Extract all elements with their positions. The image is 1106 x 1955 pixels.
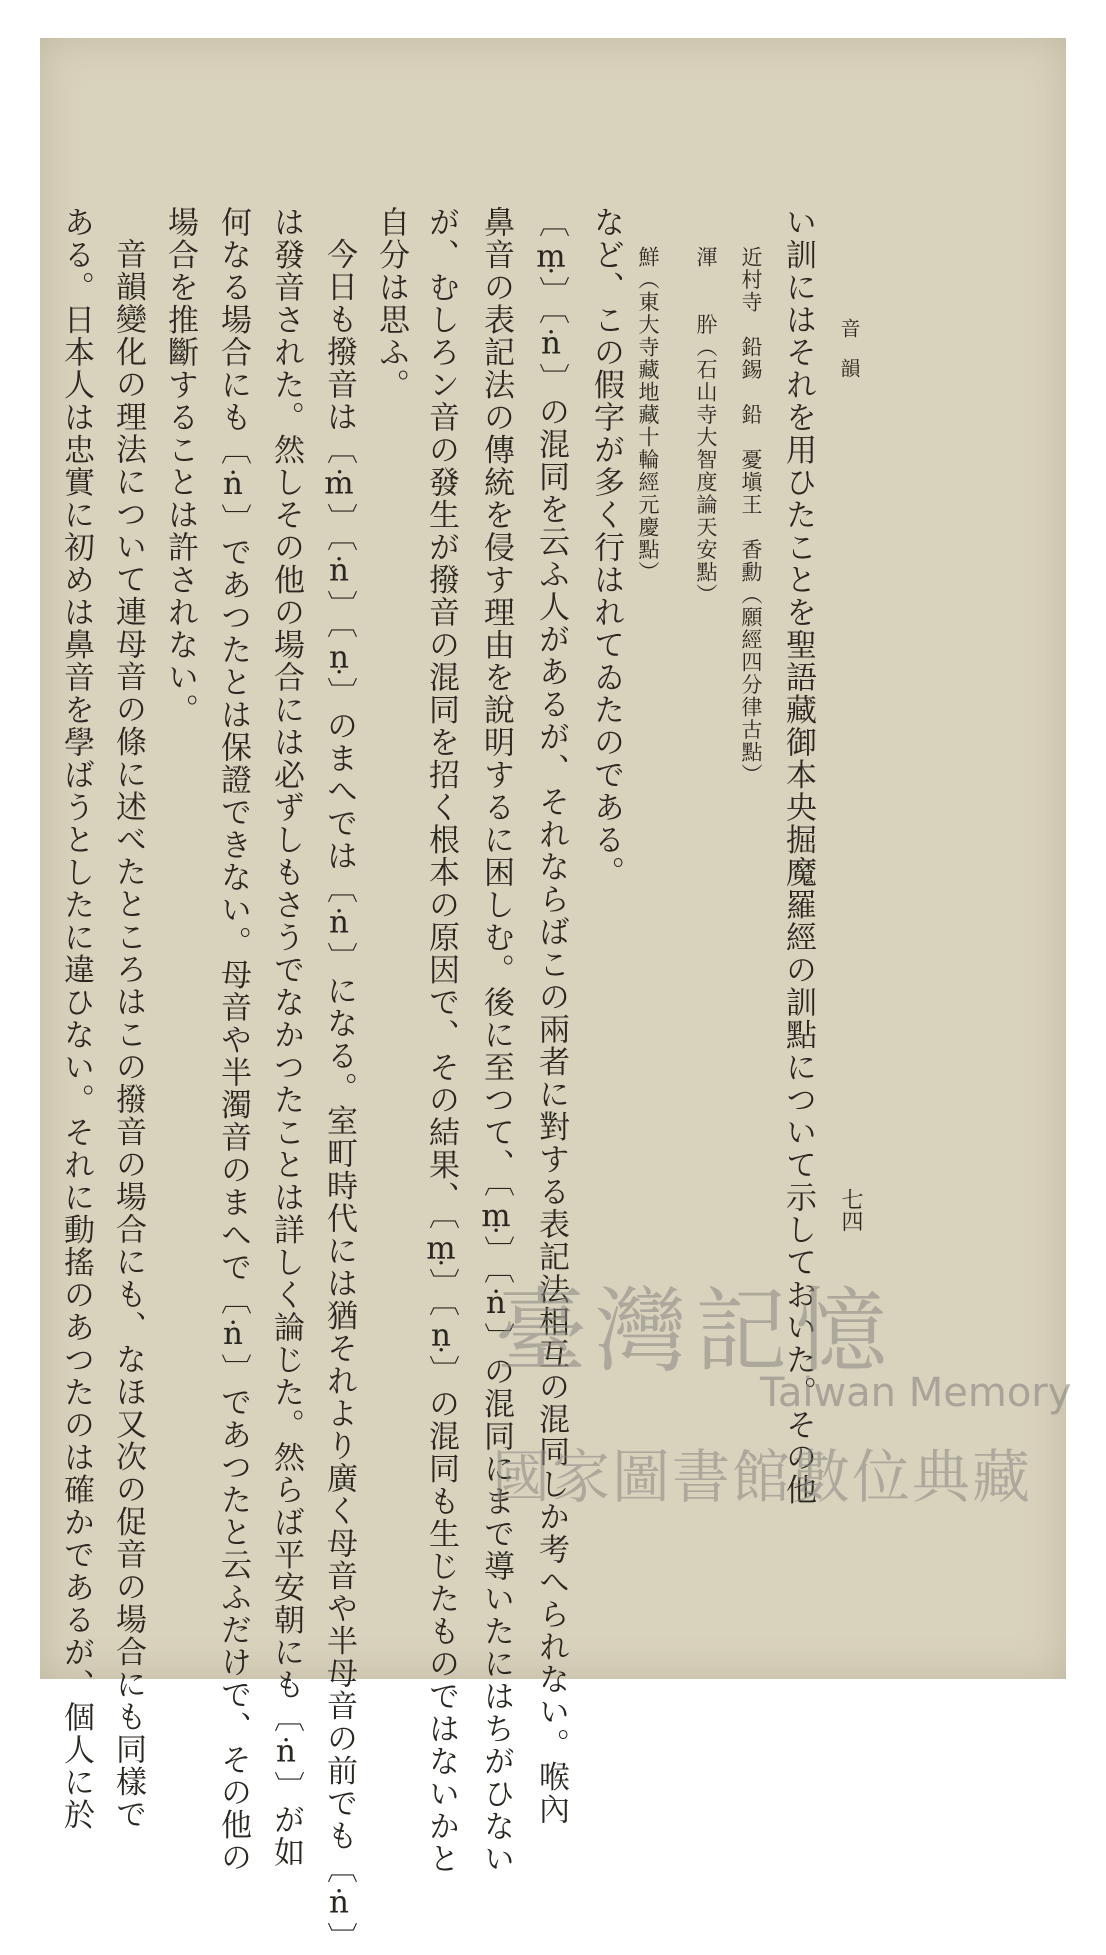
page-number: 七四 (838, 1188, 863, 1232)
text-column-6: 〔ṃ〕〔ṅ〕の混同を云ふ人があるが、それならばこの兩者に對する表記法相互の混同しか考へられない。喉內 (533, 206, 569, 1826)
text-column-9: 自分は思ふ。 (373, 206, 409, 401)
text-column-5: など、この假字が多く行はれてゐたのである。 (588, 206, 624, 889)
watermark-taiwan-memory-en: Taiwan Memory (760, 1370, 1072, 1416)
watermark-library-name: 國家圖書館數位典藏 (492, 1443, 1033, 1511)
text-column-3: 渾 肸（石山寺大智度論天安點） (694, 246, 718, 606)
watermark-taiwan-memory-zh: 臺灣記憶 (495, 1278, 896, 1385)
text-column-2: 近村寺 鉛錫 鉛 憂塡王 香勳（願經四分律古點） (739, 246, 763, 786)
running-header: 音 韻 (837, 318, 861, 378)
text-column-10: 今日も撥音は〔ṁ〕〔ṅ〕〔ṇ〕のまへでは〔ṅ〕になる。室町時代には猶それより廣く母音や半母音の前でも〔ṅ〕 (321, 238, 357, 1955)
text-column-13: 場合を推斷することは許されない。 (162, 206, 198, 726)
text-column-14: 音韻變化の理法について連母音の條に述べたところはこの撥音の場合にも、なほ又次の促音の場合にも同樣で (110, 238, 146, 1831)
text-column-12: 何なる場合にも〔ṅ〕であつたとは保證できない。母音や半濁音のまへで〔ṅ〕であつたと云ふだけで、その他の (215, 206, 251, 1874)
text-column-15: ある。日本人は忠實に初めは鼻音を學ばうとしたに違ひない。それに動搖のあつたのは確かであるが、個人に於 (58, 206, 94, 1831)
text-column-11: は發音された。然しその他の場合には必ずしもさうでなかつたことは詳しく論じた。然らば平安朝にも〔ṅ〕が如 (268, 206, 304, 1869)
text-column-4: 鮮（東大寺藏地藏十輪經元慶點） (636, 246, 660, 584)
text-column-8: が、むしろン音の發生が撥音の混同を招く根本の原因で、その結果、〔ṃ〕〔ṇ〕の混同も生じたものではないかと (423, 206, 459, 1875)
text-column-1: い訓にはそれを用ひたことを聖語藏御本央掘魔羅經の訓點について示しておいた。その他 (780, 206, 816, 1506)
text-column-7: 鼻音の表記法の傳統を侵す理由を說明するに困しむ。後に至つて、〔ṃ〕〔ṅ〕の混同にまで導いたにはちがひない (478, 206, 514, 1875)
